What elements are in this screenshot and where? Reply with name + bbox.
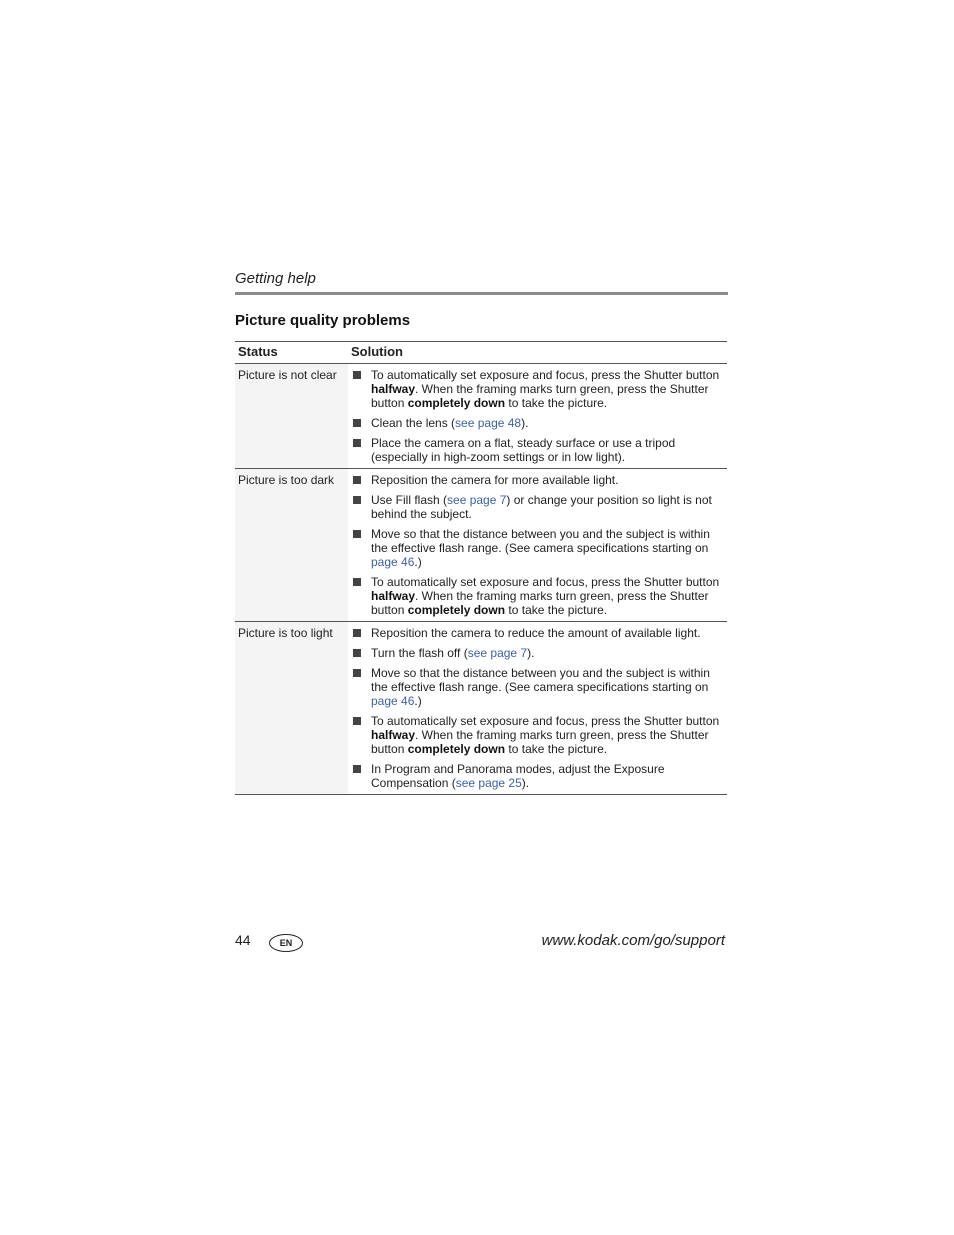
square-bullet-icon <box>353 476 361 484</box>
text-segment: . When the framing marks turn green, press the Shutter button <box>371 728 709 756</box>
text-segment: ). <box>521 776 530 790</box>
table-row <box>235 622 727 795</box>
solution-item <box>351 493 723 521</box>
square-bullet-icon <box>353 669 361 677</box>
solution-item <box>351 646 723 660</box>
square-bullet-icon <box>353 496 361 504</box>
solution-item <box>351 436 723 464</box>
emphasis-text: halfway <box>371 382 416 396</box>
square-bullet-icon <box>353 419 361 427</box>
square-bullet-icon <box>353 649 361 657</box>
solution-item <box>351 714 723 756</box>
solution-list <box>351 626 723 790</box>
table-header-row <box>235 342 727 364</box>
solution-item <box>351 626 723 640</box>
page-reference-link[interactable]: see page 48 <box>455 416 522 430</box>
solution-list <box>351 473 723 617</box>
text-segment: To automatically set exposure and focus, press the Shutter button <box>371 714 720 728</box>
section-header: Getting help <box>235 270 316 287</box>
status-cell: Picture is not clear <box>235 364 348 469</box>
text-segment: ). <box>527 646 535 660</box>
emphasis-text: completely down <box>407 742 506 756</box>
square-bullet-icon <box>353 717 361 725</box>
square-bullet-icon <box>353 530 361 538</box>
solution-item <box>351 473 723 487</box>
text-segment: Place the camera on a flat, steady surface or use a tripod (especially in high-zoom settings or in low light). <box>371 436 676 464</box>
solution-item <box>351 416 723 430</box>
square-bullet-icon <box>353 578 361 586</box>
text-segment: Clean the lens ( <box>371 416 456 430</box>
solution-cell <box>348 364 727 469</box>
solution-cell <box>348 469 727 622</box>
square-bullet-icon <box>353 765 361 773</box>
text-segment: Use Fill flash ( <box>371 493 448 507</box>
text-segment: Reposition the camera for more available light. <box>371 473 619 487</box>
text-segment: Move so that the distance between you and the subject is within the effective flash range. (See camera specifications starting on <box>371 666 710 694</box>
text-segment: . When the framing marks turn green, press the Shutter button <box>371 589 709 617</box>
solution-item <box>351 575 723 617</box>
support-url: www.kodak.com/go/support <box>541 932 725 949</box>
table-body <box>235 364 727 795</box>
square-bullet-icon <box>353 371 361 379</box>
text-segment: to take the picture. <box>505 396 608 410</box>
solution-item <box>351 368 723 410</box>
text-segment: ) or change your position so light is not behind the subject. <box>371 493 712 521</box>
page-reference-link[interactable]: see page 7 <box>447 493 507 507</box>
solution-item <box>351 762 723 790</box>
page-reference-link[interactable]: see page 7 <box>467 646 528 660</box>
table-row <box>235 469 727 622</box>
troubleshooting-table <box>235 341 727 795</box>
text-segment: ). <box>521 416 529 430</box>
status-cell: Picture is too light <box>235 622 348 795</box>
column-header-status: Status <box>235 342 348 364</box>
solution-list <box>351 368 723 464</box>
text-segment: To automatically set exposure and focus, press the Shutter button <box>371 368 720 382</box>
language-badge: EN <box>269 934 303 952</box>
header-rule <box>235 292 728 295</box>
emphasis-text: halfway <box>371 728 416 742</box>
solution-item <box>351 666 723 708</box>
square-bullet-icon <box>353 439 361 447</box>
text-segment: .) <box>414 694 422 708</box>
page-reference-link[interactable]: page 46 <box>371 694 415 708</box>
solution-item <box>351 527 723 569</box>
solution-cell <box>348 622 727 795</box>
page-number: 44 <box>235 932 251 948</box>
page-title: Picture quality problems <box>235 312 411 329</box>
page-reference-link[interactable]: see page 25 <box>455 776 522 790</box>
text-segment: .) <box>414 555 422 569</box>
emphasis-text: halfway <box>371 589 416 603</box>
text-segment: to take the picture. <box>505 742 608 756</box>
text-segment: Move so that the distance between you and the subject is within the effective flash range. (See camera specifications starting on <box>371 527 710 555</box>
status-cell: Picture is too dark <box>235 469 348 622</box>
page-reference-link[interactable]: page 46 <box>371 555 415 569</box>
emphasis-text: completely down <box>407 396 506 410</box>
text-segment: to take the picture. <box>505 603 608 617</box>
text-segment: To automatically set exposure and focus, press the Shutter button <box>371 575 720 589</box>
table-row <box>235 364 727 469</box>
text-segment: Turn the flash off ( <box>371 646 468 660</box>
text-segment: Reposition the camera to reduce the amount of available light. <box>371 626 701 640</box>
square-bullet-icon <box>353 629 361 637</box>
emphasis-text: completely down <box>407 603 506 617</box>
column-header-solution: Solution <box>348 342 727 364</box>
text-segment: In Program and Panorama modes, adjust the Exposure Compensation ( <box>371 762 665 790</box>
text-segment: . When the framing marks turn green, press the Shutter button <box>371 382 709 410</box>
